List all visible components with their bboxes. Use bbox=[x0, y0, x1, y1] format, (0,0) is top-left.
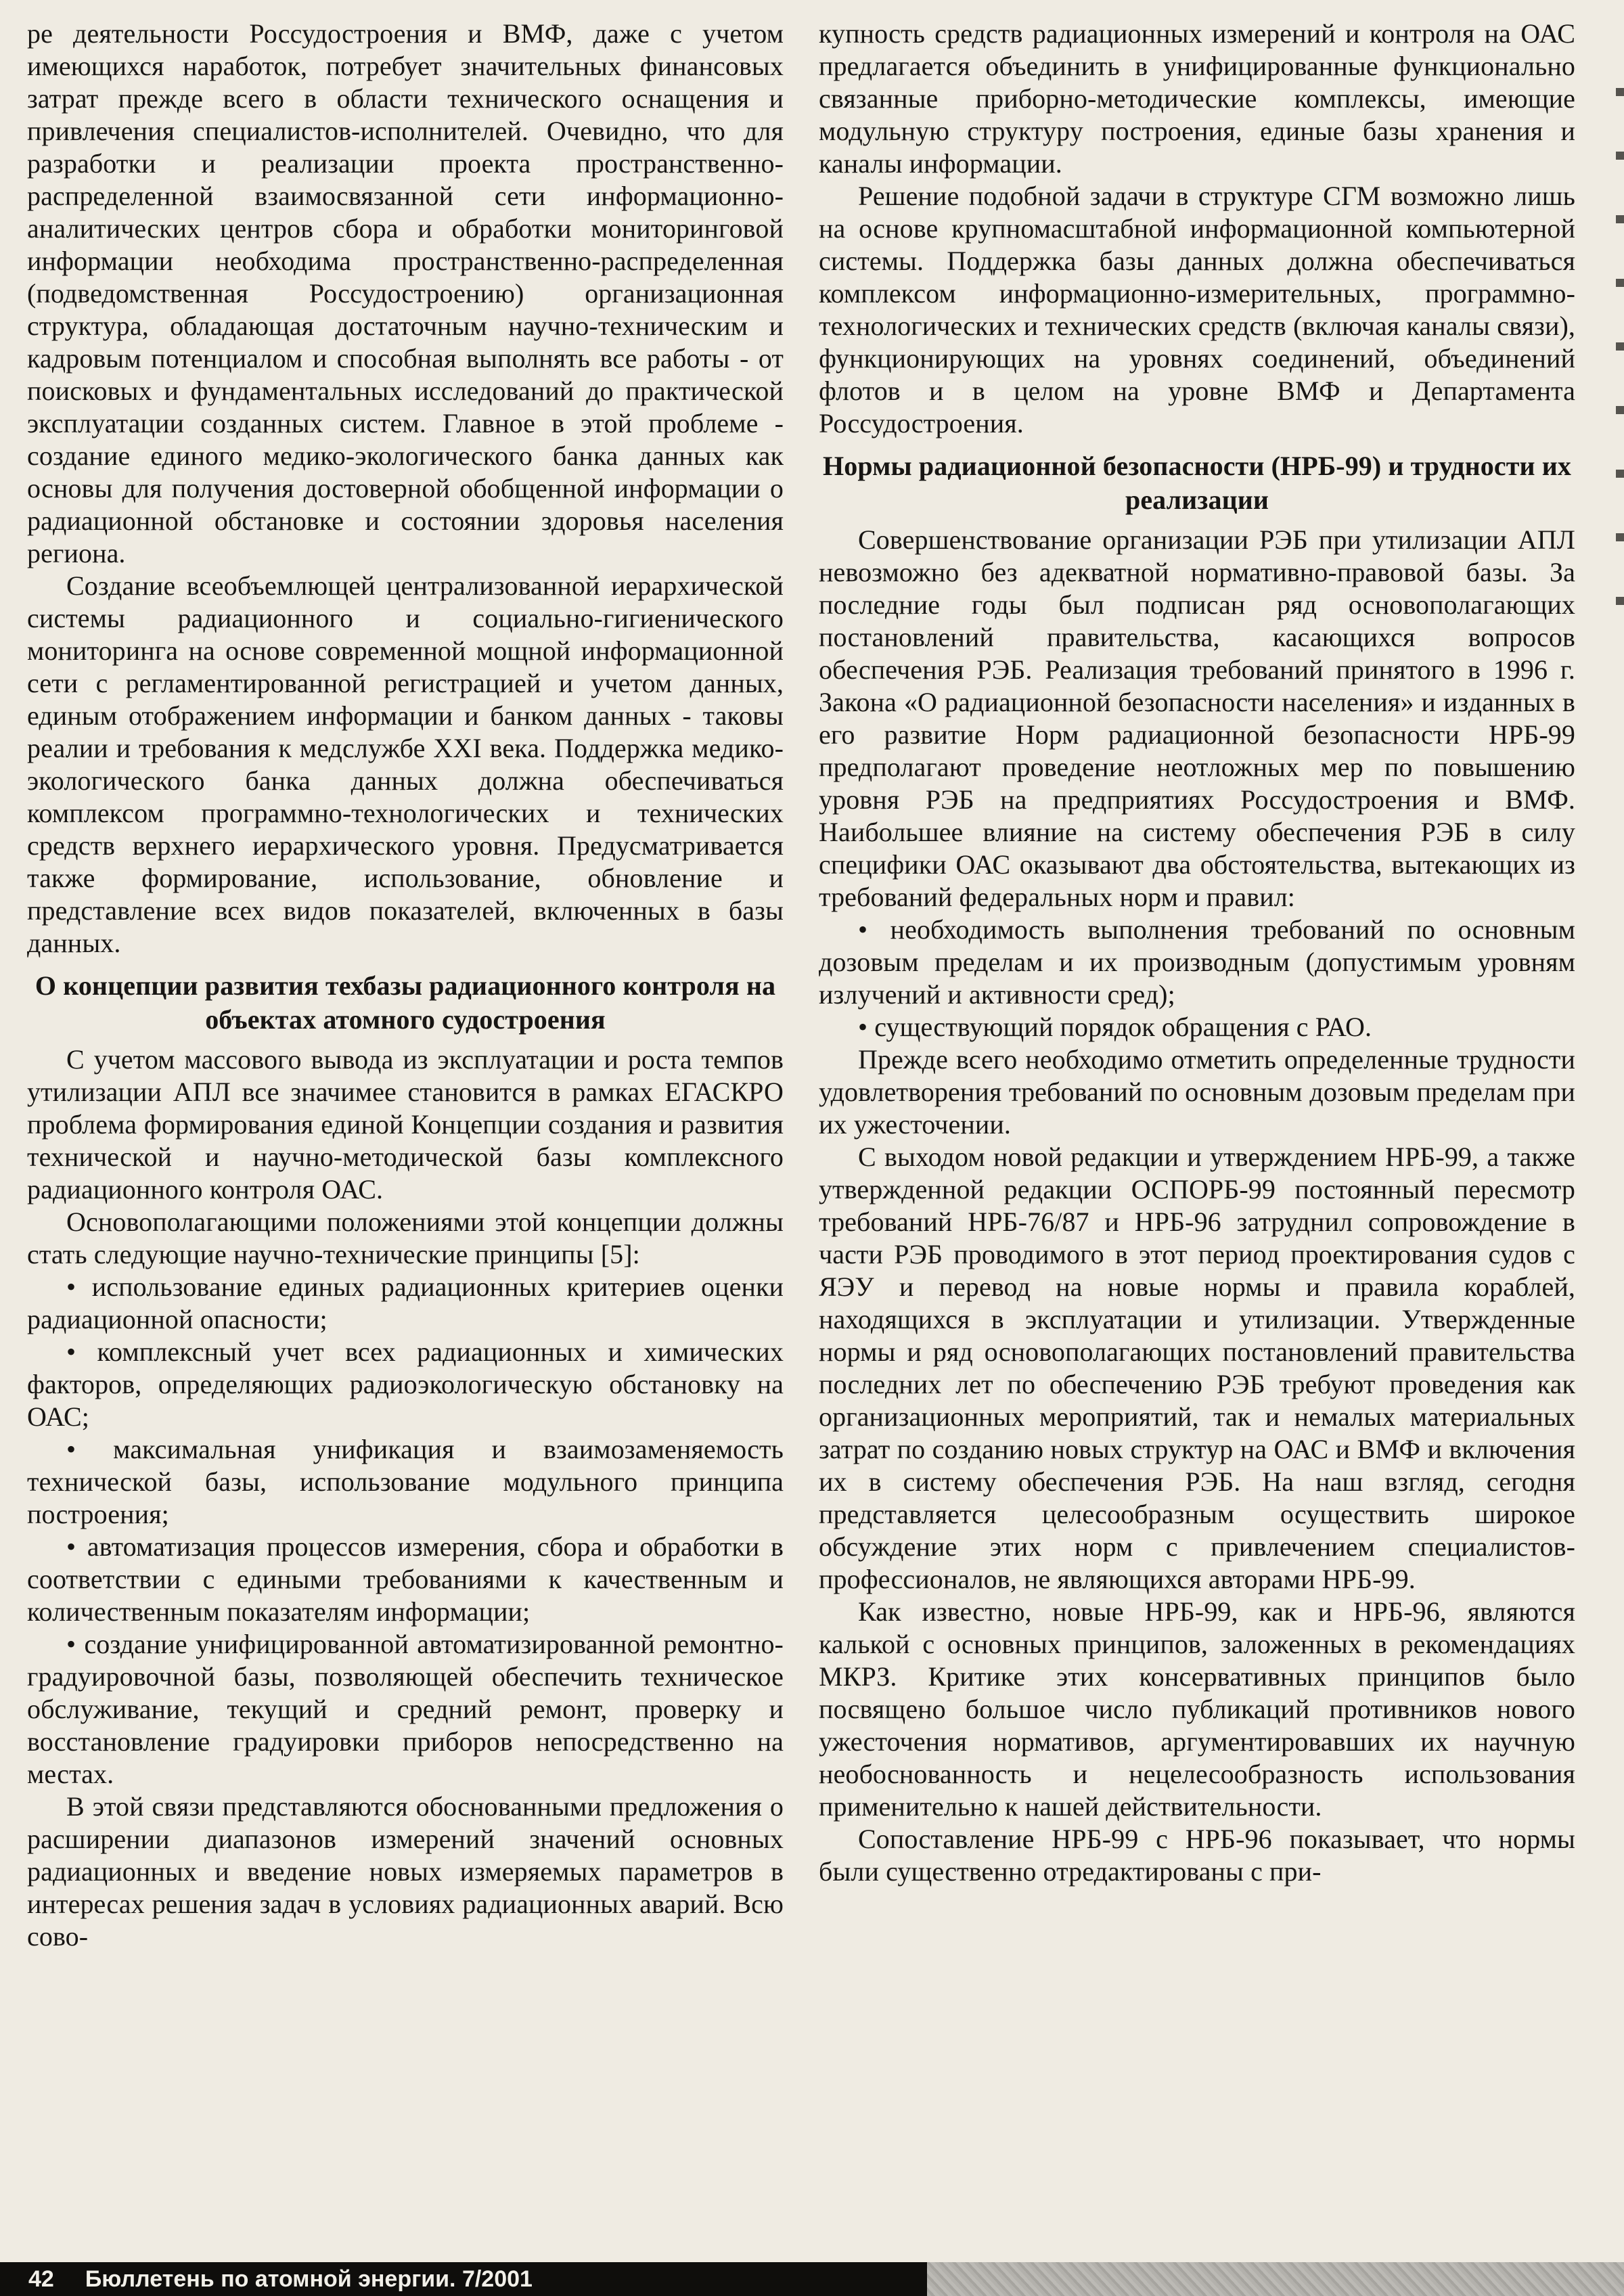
paragraph: Совершенствование организации РЭБ при утилизации АПЛ невозможно без адекватной нормативно-правовой базы. За последние годы был подписан ряд основополагающих постановлений правительства, касающихся вопросов обеспечения РЭБ. Реализация требований принятого в 1996 г. Закона «О радиационной безопасности населения» и изданных в его развитие Норм радиационной безопасности НРБ-99 предполагают проведение неотложных мер по повышению уровня РЭБ на предприятиях Россудостроения и ВМФ. Наибольшее влияние на систему обеспечения РЭБ в силу специфики ОАС оказывают два обстоятельства, вытекающих из требований федеральных норм и правил: bbox=[819, 524, 1575, 912]
page-number: 42 bbox=[28, 2266, 54, 2292]
section-heading-tech-base: О концепции развития техбазы радиационного контроля на объектах атомного судостроения bbox=[35, 970, 776, 1035]
scan-binding-artifacts bbox=[1616, 88, 1624, 656]
bullet-item: • комплексный учет всех радиационных и химических факторов, определяющих радиоэкологическую обстановку на ОАС; bbox=[27, 1336, 784, 1433]
paragraph: Как известно, новые НРБ-99, как и НРБ-96, являются калькой с основных принципов, заложенных в рекомендациях МКРЗ. Критике этих консервативных принципов было посвящено большое число публикаций противников нового ужесточения нормативов, аргументировавших их научную необоснованность и нецелесообразность использования применительно к нашей действительности. bbox=[819, 1596, 1575, 1822]
section-heading-nrb99: Нормы радиационной безопасности (НРБ-99) и трудности их реализации bbox=[823, 451, 1571, 515]
paragraph: Прежде всего необходимо отметить определенные трудности удовлетворения требований по основным дозовым пределам при их ужесточении. bbox=[819, 1044, 1575, 1140]
journal-title: Бюллетень по атомной энергии. 7/2001 bbox=[85, 2266, 533, 2292]
paragraph: С выходом новой редакции и утверждением НРБ-99, а также утвержденной редакции ОСПОРБ-99 постоянный пересмотр требований НРБ-76/87 и НРБ-96 затруднил сопровождение в части РЭБ проводимого в этот период проектирования судов с ЯЭУ и перевод на новые нормы и правила кораблей, находящихся в эксплуатации и утилизации. Утвержденные нормы и ряд основополагающих постановлений правительства последних лет по обеспечению РЭБ требуют проведения как организационных мероприятий, так и немалых материальных затрат по созданию новых структур на ОАС и ВМФ и включения их в систему обеспечения РЭБ. На наш взгляд, сегодня представляется целесообразным осуществить широкое обсуждение этих норм с привлечением специалистов-профессионалов, не являющихся авторами НРБ-99. bbox=[819, 1142, 1575, 1594]
paragraph: ре деятельности Россудостроения и ВМФ, даже с учетом имеющихся наработок, потребует значительных финансовых затрат прежде всего в области технического оснащения и привлечения специалистов-исполнителей. Очевидно, что для разработки и реализации проекта пространственно-распределенной взаимосвязанной сети информационно-аналитических центров сбора и обработки мониторинговой информации необходима пространственно-распределенная (подведомственная Россудостроению) организационная структура, обладающая достаточным научно-техническим и кадровым потенциалом и способная выполнять все работы - от поисковых и фундаментальных исследований до практической эксплуатации созданных систем. Главное в этой проблеме - создание единого медико-экологического банка данных как основы для получения достоверной обобщенной информации о радиационной обстановке и состоянии здоровья населения региона. bbox=[27, 18, 784, 568]
page-footer bbox=[0, 2262, 1624, 2296]
paragraph: Решение подобной задачи в структуре СГМ возможно лишь на основе крупномасштабной информационной компьютерной системы. Поддержка базы данных должна обеспечиваться комплексом информационно-измерительных, программно-технологических и технических средств (включая каналы связи), функционирующих на уровнях соединений, объединений флотов и в целом на уровне ВМФ и Департамента Россудостроения. bbox=[819, 181, 1575, 438]
paragraph: купность средств радиационных измерений и контроля на ОАС предлагается объединить в унифицированные функционально связанные приборно-методические комплексы, имеющие модульную структуру построения, единые базы хранения и каналы информации. bbox=[819, 18, 1575, 179]
bullet-item: • необходимость выполнения требований по основным дозовым пределам и их производным (допустимым уровням излучений и активности сред); bbox=[819, 914, 1575, 1011]
paragraph: Создание всеобъемлющей централизованной иерархической системы радиационного и социально-гигиенического мониторинга на основе современной мощной информационной сети с регламентированной регистрацией и учетом данных, единым отображением информации и банком данных - таковы реалии и требования к медслужбе XXI века. Поддержка медико-экологического банка данных должна обеспечиваться комплексом программно-технологических и технических средств верхнего иерархического уровня. Предусматривается также формирование, использование, обновление и представление всех видов показателей, включенных в базы данных. bbox=[27, 570, 784, 958]
paragraph: Сопоставление НРБ-99 с НРБ-96 показывает, что нормы были существенно отредактированы с при- bbox=[819, 1824, 1575, 1887]
paragraph: В этой связи представляются обоснованными предложения о расширении диапазонов измерений значений основных радиационных и введение новых измеряемых параметров в интересах решения задач в условиях радиационных аварий. Всю сово- bbox=[27, 1791, 784, 1952]
bullet-item: • автоматизация процессов измерения, сбора и обработки в соответствии с едиными требованиями к качественным и количественным показателям информации; bbox=[27, 1531, 784, 1628]
footer-scan-texture bbox=[927, 2262, 1624, 2296]
bullet-item: • использование единых радиационных критериев оценки радиационной опасности; bbox=[27, 1271, 784, 1336]
paragraph: Основополагающими положениями этой концепции должны стать следующие научно-технические принципы [5]: bbox=[27, 1207, 784, 1269]
bullet-item: • существующий порядок обращения с РАО. bbox=[819, 1011, 1575, 1043]
paragraph: С учетом массового вывода из эксплуатации и роста темпов утилизации АПЛ все значимее становится в рамках ЕГАСКРО проблема формирования единой Концепции создания и развития технической и научно-методической базы комплексного радиационного контроля ОАС. bbox=[27, 1044, 784, 1205]
bullet-item: • создание унифицированной автоматизированной ремонтно-градуировочной базы, позволяющей обеспечить техническое обслуживание, текущий и средний ремонт, проверку и восстановление градуировки приборов непосредственно на местах. bbox=[27, 1628, 784, 1791]
right-column bbox=[819, 18, 1575, 1953]
two-column-text bbox=[27, 18, 1598, 1953]
bullet-item: • максимальная унификация и взаимозаменяемость технической базы, использование модульного принципа построения; bbox=[27, 1433, 784, 1531]
left-column bbox=[27, 18, 784, 1953]
